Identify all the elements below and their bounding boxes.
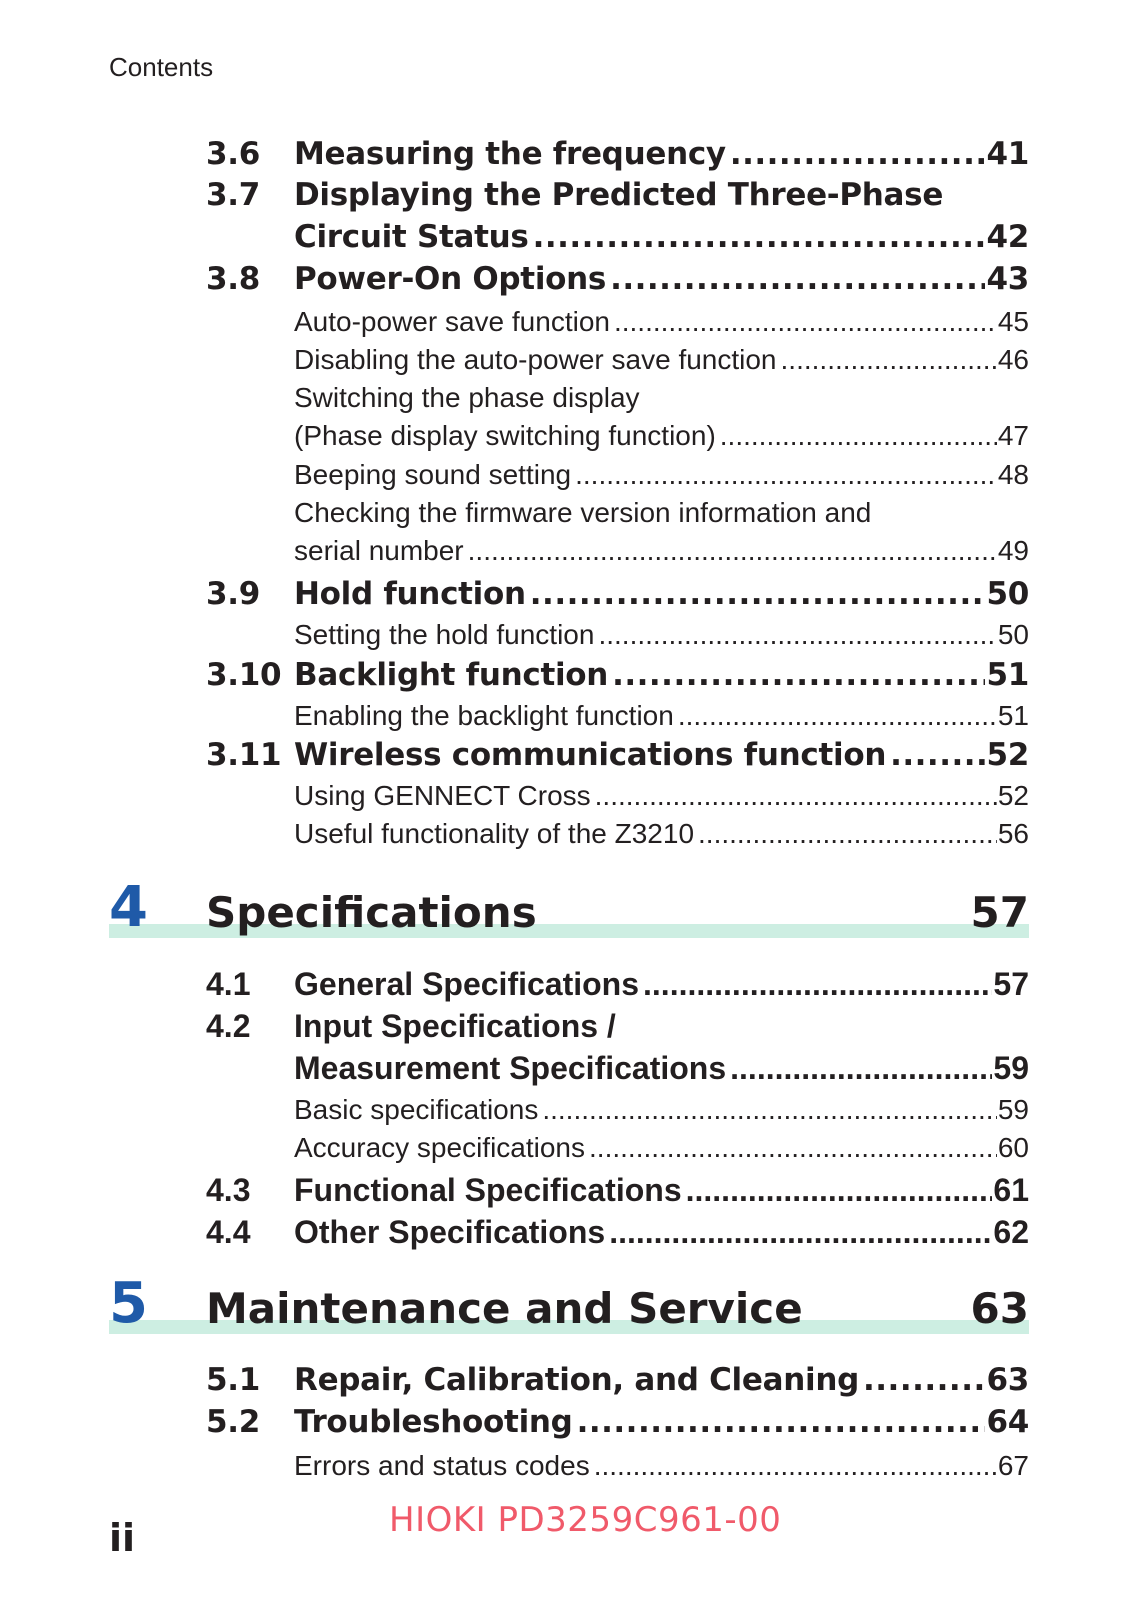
chapter-4-heading[interactable] [109, 875, 1029, 950]
dot-leader [686, 1172, 993, 1209]
section-number: 3.6 [206, 136, 261, 172]
subsection-title: Disabling the auto-power save function [294, 344, 777, 375]
page-number: 52 [986, 737, 1029, 773]
section-title: Troubleshooting [294, 1404, 573, 1440]
subsection-title: Errors and status codes [294, 1450, 590, 1481]
section-title-line1: Displaying the Predicted Three-Phase [294, 177, 944, 213]
page-number: 41 [986, 136, 1029, 172]
dot-leader [730, 136, 986, 172]
page-number: 63 [986, 1362, 1029, 1398]
page-number: 61 [993, 1172, 1029, 1208]
page-number: 43 [986, 261, 1029, 297]
subsection-title-line1: Checking the firmware version information and [294, 497, 872, 528]
dot-leader [890, 737, 985, 773]
section-number: 5.2 [206, 1404, 261, 1440]
section-number: 3.7 [206, 177, 261, 213]
section-title: Other Specifications [294, 1214, 606, 1250]
dot-leader [533, 219, 986, 255]
subsection-title: Accuracy specifications [294, 1132, 586, 1163]
section-title: Repair, Calibration, and Cleaning [294, 1362, 859, 1398]
dot-leader [863, 1362, 985, 1398]
section-number: 4.2 [206, 1008, 251, 1044]
chapter-5-heading[interactable] [109, 1271, 1029, 1346]
subsection-title: Auto-power save function [294, 306, 610, 337]
page-number: 64 [986, 1404, 1029, 1440]
dot-leader [577, 1404, 986, 1440]
dot-leader [720, 420, 997, 452]
section-title: General Specifications [294, 966, 640, 1002]
page-number: 59 [993, 1050, 1029, 1086]
subsection-title: Enabling the backlight function [294, 700, 674, 731]
section-number: 4.1 [206, 966, 251, 1002]
page-number: 52 [997, 780, 1029, 811]
section-number: 3.8 [206, 261, 261, 297]
section-title-line2: Measurement Specifications [294, 1050, 727, 1086]
dot-leader [595, 780, 997, 812]
page-number: 50 [997, 619, 1029, 650]
page-number: 47 [997, 420, 1029, 451]
subsection-title-line2: (Phase display switching function) [294, 420, 716, 451]
chapter-page-number: 57 [970, 888, 1029, 937]
subsection-title: Setting the hold function [294, 619, 595, 650]
page-number: 67 [997, 1450, 1029, 1481]
page-number: 50 [986, 576, 1029, 612]
section-title: Hold function [294, 576, 526, 612]
dot-leader [614, 306, 997, 338]
section-title: Measuring the frequency [294, 136, 726, 172]
page-number: 42 [986, 219, 1029, 255]
chapter-number: 5 [109, 1271, 148, 1336]
subsection-title: Beeping sound setting [294, 459, 572, 490]
dot-leader [594, 1450, 997, 1482]
page-number: 56 [997, 818, 1029, 849]
dot-leader [643, 966, 992, 1003]
section-title: Wireless communications function [294, 737, 887, 773]
dot-leader [698, 818, 997, 850]
section-number: 4.3 [206, 1172, 251, 1208]
section-number: 3.10 [206, 657, 282, 693]
chapter-title: Specifications [206, 888, 537, 937]
page-number: 45 [997, 306, 1029, 337]
section-number: 5.1 [206, 1362, 261, 1398]
page-number: 49 [997, 535, 1029, 566]
chapter-title: Maintenance and Service [206, 1284, 803, 1333]
dot-leader [542, 1094, 997, 1126]
footer-page-number: ii [109, 1516, 136, 1560]
document-code: HIOKI PD3259C961-00 [389, 1500, 782, 1540]
section-title-line1: Input Specifications / [294, 1008, 616, 1044]
page-number: 62 [993, 1214, 1029, 1250]
section-number: 4.4 [206, 1214, 251, 1250]
page-number: 60 [997, 1132, 1029, 1163]
dot-leader [610, 261, 985, 297]
dot-leader [730, 1050, 992, 1087]
page-number: 46 [997, 344, 1029, 375]
dot-leader [589, 1132, 997, 1164]
dot-leader [598, 619, 996, 651]
section-title: Backlight function [294, 657, 609, 693]
running-header: Contents [109, 52, 214, 82]
dot-leader [468, 535, 997, 567]
chapter-number: 4 [109, 875, 148, 940]
section-number: 3.11 [206, 737, 282, 773]
section-title-line2: Circuit Status [294, 219, 529, 255]
section-title: Power-On Options [294, 261, 607, 297]
page-number: 51 [986, 657, 1029, 693]
page-number: 57 [993, 966, 1029, 1002]
subsection-title-line1: Switching the phase display [294, 382, 640, 413]
dot-leader [530, 576, 986, 612]
subsection-title-line2: serial number [294, 535, 464, 566]
subsection-title: Using GENNECT Cross [294, 780, 591, 811]
dot-leader [678, 700, 997, 732]
dot-leader [781, 344, 997, 376]
subsection-title: Basic specifications [294, 1094, 539, 1125]
section-title: Functional Specifications [294, 1172, 682, 1208]
page-number: 59 [997, 1094, 1029, 1125]
chapter-page-number: 63 [970, 1284, 1029, 1333]
page-number: 51 [997, 700, 1029, 731]
dot-leader [612, 657, 985, 693]
section-number: 3.9 [206, 576, 261, 612]
dot-leader [609, 1214, 992, 1251]
subsection-title: Useful functionality of the Z3210 [294, 818, 695, 849]
dot-leader [575, 459, 997, 491]
page-number: 48 [997, 459, 1029, 490]
